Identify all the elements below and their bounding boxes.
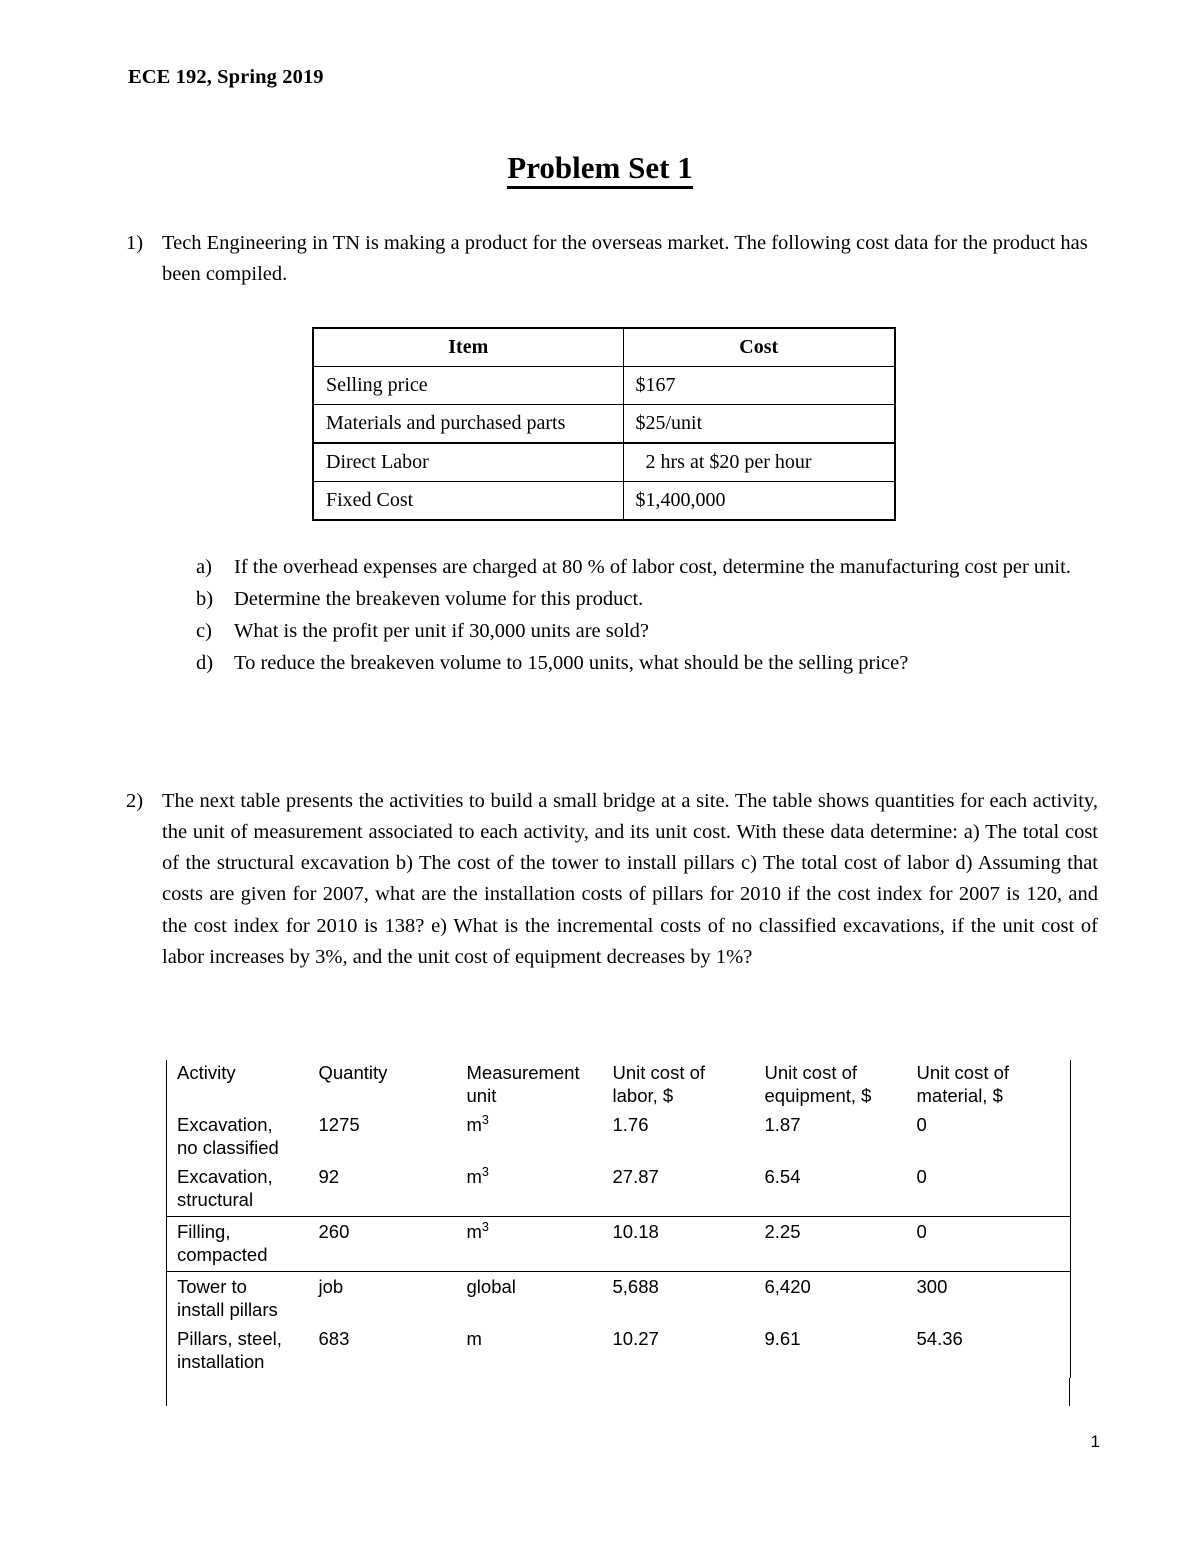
column-header-cost: Cost [623, 328, 895, 367]
subquestion-b [196, 584, 1086, 615]
subquestion-c-text: What is the profit per unit if 30,000 units are sold? [234, 620, 650, 643]
activity-line-2: no classified [177, 1137, 279, 1159]
page-title-text: Problem Set 1 [507, 150, 692, 189]
cell-item: Direct Labor [313, 443, 623, 482]
material-line-1: Unit cost of [916, 1062, 1010, 1083]
activity-line-1: Excavation, [177, 1113, 273, 1135]
question-1-subquestions [196, 552, 1086, 681]
cell-unit-cost-equipment: 2.25 [765, 1216, 917, 1271]
material-line-2: material, $ [916, 1085, 1003, 1107]
question-1 [126, 228, 1098, 290]
table-row [167, 1164, 1071, 1216]
cell-activity [167, 1164, 319, 1216]
column-header-activity: Activity [167, 1060, 319, 1112]
activity-line-2: installation [177, 1351, 265, 1373]
unit-base: m [466, 1220, 482, 1242]
table-row [313, 443, 895, 482]
unit-base: m [466, 1113, 482, 1135]
unit-exponent: 3 [481, 1164, 489, 1179]
activity-line-1: Filling, [177, 1220, 231, 1242]
bridge-activities-table-wrapper [166, 1060, 1070, 1406]
cost-data-table [312, 327, 896, 521]
labor-line-1: Unit cost of [612, 1062, 706, 1083]
subquestion-d-label: d) [196, 652, 214, 675]
cell-unit-cost-material: 54.36 [917, 1326, 1071, 1378]
cell-item: Materials and purchased parts [313, 405, 623, 444]
question-2-text: The next table presents the activities to build a small bridge at a site. The table shows quantities for each activity, the unit of measurement associated to each activity, and its unit cost. With these data determine: a) The total cost of the structural excavation b) The cost of the tower to install pillars c) The total cost of labor d) Assuming that costs are given for 2007, what are the installation costs of pillars for 2010 if the cost index for 2007 is 120, and the cost index for 2010 is 138? e) What is the incremental costs of no classified excavations, if the unit cost of labor increases by 3%, and the unit cost of equipment decreases by 1%? [162, 790, 1098, 968]
question-2 [126, 786, 1098, 973]
cell-cost: $1,400,000 [623, 482, 895, 521]
cell-measurement-unit [467, 1271, 613, 1325]
course-header: ECE 192, Spring 2019 [128, 66, 324, 88]
subquestion-d-text: To reduce the breakeven volume to 15,000 units, what should be the selling price? [234, 652, 909, 675]
bridge-activities-table [166, 1060, 1071, 1378]
table-row [313, 405, 895, 444]
cell-unit-cost-labor: 10.27 [612, 1327, 659, 1349]
table-row [313, 482, 895, 521]
cell-measurement-unit [467, 1112, 613, 1164]
cell-cost: $25/unit [623, 405, 895, 444]
page-number: 1 [1090, 1432, 1100, 1451]
table-bottom-extension [166, 1378, 1070, 1406]
page-title [0, 150, 1200, 186]
cell-measurement-unit [467, 1326, 613, 1378]
column-header-unit-cost-material [917, 1060, 1071, 1112]
measurement-line-1: Measurement [466, 1062, 580, 1083]
cost-data-table-wrapper [312, 327, 896, 521]
column-header-unit-cost-labor [613, 1060, 765, 1112]
activity-line-1: Tower to [177, 1275, 247, 1297]
subquestion-d [196, 648, 1086, 679]
column-header-item: Item [313, 328, 623, 367]
activity-line-2: install pillars [177, 1299, 278, 1321]
subquestion-b-text: Determine the breakeven volume for this product. [234, 588, 644, 611]
subquestion-a [196, 552, 1086, 583]
column-header-unit-cost-equipment [765, 1060, 917, 1112]
cell-unit-cost-material: 0 [917, 1112, 1071, 1164]
cell-unit-cost-labor: 27.87 [612, 1165, 659, 1187]
question-2-number: 2) [126, 790, 144, 812]
activity-line-1: Excavation, [177, 1165, 273, 1187]
cell-quantity: job [319, 1271, 467, 1325]
unit-base: m [466, 1165, 482, 1187]
cell-quantity: 260 [319, 1216, 467, 1271]
cell-unit-cost-labor: 1.76 [612, 1113, 649, 1135]
equipment-line-2: equipment, $ [764, 1085, 872, 1107]
table-row [167, 1271, 1071, 1325]
subquestion-c [196, 616, 1086, 647]
cell-measurement-unit [467, 1216, 613, 1271]
subquestion-a-text: If the overhead expenses are charged at 80 % of labor cost, determine the manufacturing cost per unit. [234, 556, 1071, 578]
cell-measurement-unit [467, 1164, 613, 1216]
measurement-line-2: unit [466, 1085, 497, 1107]
activity-line-2: compacted [177, 1244, 268, 1266]
cell-cost: $167 [623, 367, 895, 405]
table-row [167, 1112, 1071, 1164]
subquestion-c-label: c) [196, 620, 212, 643]
question-1-number: 1) [126, 232, 144, 254]
cell-quantity: 1275 [318, 1113, 360, 1135]
table-header-row [313, 328, 895, 367]
activity-line-2: structural [177, 1189, 254, 1211]
cell-activity [167, 1112, 319, 1164]
unit-exponent: 3 [481, 1219, 489, 1234]
cell-unit-cost-equipment: 9.61 [764, 1327, 801, 1349]
cell-activity [167, 1216, 319, 1271]
cell-unit-cost-material: 0 [917, 1216, 1071, 1271]
cell-unit-cost-equipment: 1.87 [764, 1113, 801, 1135]
subquestion-a-label: a) [196, 556, 212, 578]
cell-item: Fixed Cost [313, 482, 623, 521]
activity-line-1: Pillars, steel, [177, 1327, 282, 1349]
cell-activity [167, 1271, 319, 1325]
cell-quantity: 92 [318, 1165, 340, 1187]
unit-base: global [466, 1275, 516, 1297]
equipment-line-1: Unit cost of [764, 1062, 858, 1083]
cell-unit-cost-equipment: 6,420 [765, 1271, 917, 1325]
unit-exponent: 3 [481, 1112, 489, 1127]
table-header-row [167, 1060, 1071, 1112]
cell-cost: 2 hrs at $20 per hour [623, 443, 895, 482]
column-header-quantity: Quantity [318, 1062, 388, 1083]
cell-unit-cost-labor: 10.18 [613, 1216, 765, 1271]
question-1-text: Tech Engineering in TN is making a product for the overseas market. The following cost data for the product has been compiled. [162, 232, 1088, 286]
cell-item: Selling price [313, 367, 623, 405]
table-row [313, 367, 895, 405]
unit-base: m [466, 1327, 482, 1349]
cell-unit-cost-material: 0 [917, 1164, 1071, 1216]
cell-quantity: 683 [318, 1327, 350, 1349]
table-row [167, 1326, 1071, 1378]
cell-unit-cost-material: 300 [917, 1271, 1071, 1325]
cell-unit-cost-equipment: 6.54 [764, 1165, 801, 1187]
labor-line-2: labor, $ [612, 1085, 674, 1107]
column-header-measurement-unit [467, 1060, 613, 1112]
cell-activity [167, 1326, 319, 1378]
table-row [167, 1216, 1071, 1271]
subquestion-b-label: b) [196, 588, 214, 611]
cell-unit-cost-labor: 5,688 [613, 1271, 765, 1325]
